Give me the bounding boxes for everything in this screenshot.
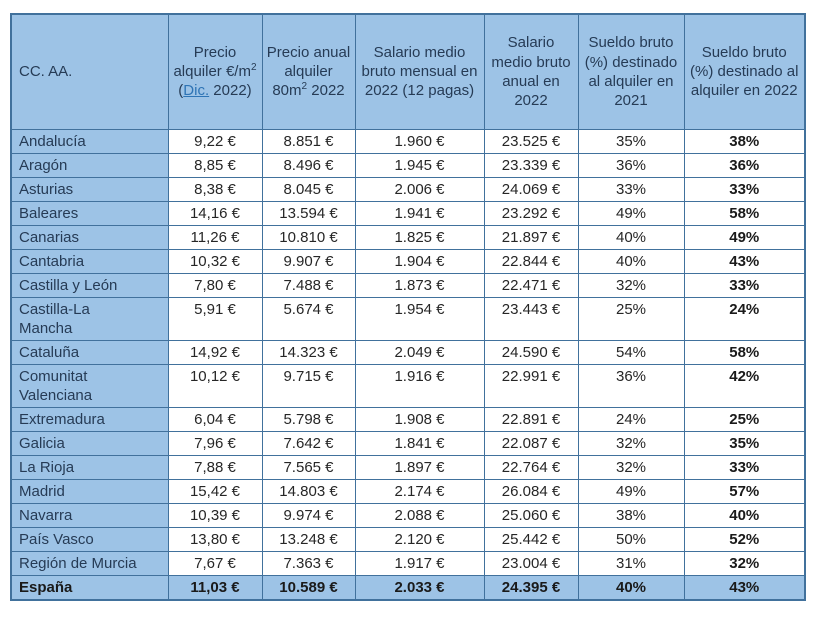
value-cell: 8.851 € xyxy=(262,129,355,153)
value-cell: 7.363 € xyxy=(262,551,355,575)
value-cell: 11,26 € xyxy=(168,225,262,249)
value-cell: 5.798 € xyxy=(262,407,355,431)
value-cell: 38% xyxy=(578,503,684,527)
value-cell: 23.443 € xyxy=(484,297,578,340)
value-cell: 25.442 € xyxy=(484,527,578,551)
value-cell: 24% xyxy=(684,297,805,340)
value-cell: 2.049 € xyxy=(355,340,484,364)
column-header-precio_alquiler_m2: Precio alquiler $€/m^2$ (Dic. 2022) xyxy=(168,14,262,129)
value-cell: 10,32 € xyxy=(168,249,262,273)
value-cell: 40% xyxy=(684,503,805,527)
value-cell: 54% xyxy=(578,340,684,364)
region-cell: Cantabria xyxy=(11,249,168,273)
value-cell: 32% xyxy=(578,455,684,479)
superscript: 2 xyxy=(301,81,308,93)
value-cell: 22.991 € xyxy=(484,364,578,407)
value-cell: 24% xyxy=(578,407,684,431)
value-cell: 22.844 € xyxy=(484,249,578,273)
table-row xyxy=(11,407,805,431)
table-row xyxy=(11,177,805,201)
value-cell: 40% xyxy=(578,225,684,249)
region-cell: Navarra xyxy=(11,503,168,527)
table-row xyxy=(11,479,805,503)
region-cell: País Vasco xyxy=(11,527,168,551)
value-cell: 8,38 € xyxy=(168,177,262,201)
value-cell: 23.004 € xyxy=(484,551,578,575)
value-cell: 23.339 € xyxy=(484,153,578,177)
region-cell: Andalucía xyxy=(11,129,168,153)
region-cell-total: España xyxy=(11,575,168,600)
value-cell: 9.974 € xyxy=(262,503,355,527)
value-cell: 49% xyxy=(684,225,805,249)
value-cell: 1.960 € xyxy=(355,129,484,153)
region-cell: Cataluña xyxy=(11,340,168,364)
table-row xyxy=(11,431,805,455)
value-cell: 32% xyxy=(578,273,684,297)
value-cell: 22.087 € xyxy=(484,431,578,455)
value-cell: 43% xyxy=(684,575,805,600)
table-row xyxy=(11,455,805,479)
table-row xyxy=(11,340,805,364)
table-body xyxy=(11,129,805,600)
value-cell: 23.292 € xyxy=(484,201,578,225)
table-row xyxy=(11,551,805,575)
value-cell: 15,42 € xyxy=(168,479,262,503)
value-cell: 7,80 € xyxy=(168,273,262,297)
region-cell: Baleares xyxy=(11,201,168,225)
value-cell: 24.069 € xyxy=(484,177,578,201)
value-cell: 22.764 € xyxy=(484,455,578,479)
value-cell: 1.897 € xyxy=(355,455,484,479)
value-cell: 13,80 € xyxy=(168,527,262,551)
value-cell: 10,39 € xyxy=(168,503,262,527)
region-cell: Asturias xyxy=(11,177,168,201)
column-header-cc_aa: CC. AA. xyxy=(11,14,168,129)
value-cell: 25% xyxy=(578,297,684,340)
table-row xyxy=(11,503,805,527)
value-cell: 8.496 € xyxy=(262,153,355,177)
table-row xyxy=(11,364,805,407)
value-cell: 33% xyxy=(684,455,805,479)
value-cell: 2.088 € xyxy=(355,503,484,527)
value-cell: 58% xyxy=(684,201,805,225)
value-cell: 23.525 € xyxy=(484,129,578,153)
value-cell: 1.917 € xyxy=(355,551,484,575)
column-header-precio_anual_alquiler_80m2: Precio anual alquiler $80m^2$ 2022 xyxy=(262,14,355,129)
value-cell: 14,16 € xyxy=(168,201,262,225)
value-cell: 6,04 € xyxy=(168,407,262,431)
value-cell: 2.033 € xyxy=(355,575,484,600)
column-header-sueldo_bruto_pct_2022: Sueldo bruto (%) destinado al alquiler en 2022 xyxy=(684,14,805,129)
value-cell: 33% xyxy=(684,177,805,201)
value-cell: 13.594 € xyxy=(262,201,355,225)
value-cell: 33% xyxy=(578,177,684,201)
rent-affordability-table xyxy=(10,13,806,601)
region-cell: Madrid xyxy=(11,479,168,503)
column-header-salario_medio_bruto_mensual: Salario medio bruto mensual en 2022 (12 pagas) xyxy=(355,14,484,129)
region-cell: La Rioja xyxy=(11,455,168,479)
column-header-sueldo_bruto_pct_2021: Sueldo bruto (%) destinado al alquiler en 2021 xyxy=(578,14,684,129)
value-cell: 1.873 € xyxy=(355,273,484,297)
value-cell: 32% xyxy=(578,431,684,455)
region-cell: Canarias xyxy=(11,225,168,249)
value-cell: 7,96 € xyxy=(168,431,262,455)
column-header-salario_medio_bruto_anual: Salario medio bruto anual en 2022 xyxy=(484,14,578,129)
header-row xyxy=(11,14,805,129)
value-cell: 1.916 € xyxy=(355,364,484,407)
value-cell: 22.891 € xyxy=(484,407,578,431)
value-cell: 24.395 € xyxy=(484,575,578,600)
value-cell: 14.323 € xyxy=(262,340,355,364)
value-cell: 14,92 € xyxy=(168,340,262,364)
value-cell: 58% xyxy=(684,340,805,364)
superscript: 2 xyxy=(250,62,257,74)
value-cell: 57% xyxy=(684,479,805,503)
value-cell: 43% xyxy=(684,249,805,273)
value-cell: 13.248 € xyxy=(262,527,355,551)
region-cell: Galicia xyxy=(11,431,168,455)
value-cell: 7.565 € xyxy=(262,455,355,479)
value-cell: 36% xyxy=(578,153,684,177)
value-cell: 25.060 € xyxy=(484,503,578,527)
value-cell: 1.945 € xyxy=(355,153,484,177)
value-cell: 10.810 € xyxy=(262,225,355,249)
value-cell: 49% xyxy=(578,201,684,225)
value-cell: 32% xyxy=(684,551,805,575)
value-cell: 52% xyxy=(684,527,805,551)
value-cell: 35% xyxy=(578,129,684,153)
value-cell: 42% xyxy=(684,364,805,407)
table-row xyxy=(11,527,805,551)
value-cell: 1.954 € xyxy=(355,297,484,340)
value-cell: 1.825 € xyxy=(355,225,484,249)
value-cell: 9.715 € xyxy=(262,364,355,407)
value-cell: 26.084 € xyxy=(484,479,578,503)
value-cell: 9.907 € xyxy=(262,249,355,273)
value-cell: 36% xyxy=(578,364,684,407)
value-cell: 14.803 € xyxy=(262,479,355,503)
value-cell: 40% xyxy=(578,575,684,600)
value-cell: 10,12 € xyxy=(168,364,262,407)
dic-2022-link[interactable]: Dic. xyxy=(183,82,210,100)
value-cell: 21.897 € xyxy=(484,225,578,249)
value-cell: 36% xyxy=(684,153,805,177)
value-cell: 5.674 € xyxy=(262,297,355,340)
value-cell: 8.045 € xyxy=(262,177,355,201)
value-cell: 11,03 € xyxy=(168,575,262,600)
value-cell: 9,22 € xyxy=(168,129,262,153)
value-cell: 25% xyxy=(684,407,805,431)
value-cell: 49% xyxy=(578,479,684,503)
value-cell: 31% xyxy=(578,551,684,575)
value-cell: 7,88 € xyxy=(168,455,262,479)
value-cell: 35% xyxy=(684,431,805,455)
value-cell: 7.642 € xyxy=(262,431,355,455)
value-cell: 10.589 € xyxy=(262,575,355,600)
table-row xyxy=(11,153,805,177)
value-cell: 2.120 € xyxy=(355,527,484,551)
table-row xyxy=(11,129,805,153)
value-cell: 24.590 € xyxy=(484,340,578,364)
region-cell: Comunitat Valenciana xyxy=(11,364,168,407)
value-cell: 40% xyxy=(578,249,684,273)
value-cell: 7,67 € xyxy=(168,551,262,575)
table-row xyxy=(11,273,805,297)
value-cell: 2.006 € xyxy=(355,177,484,201)
value-cell: 38% xyxy=(684,129,805,153)
value-cell: 1.841 € xyxy=(355,431,484,455)
table-row xyxy=(11,201,805,225)
region-cell: Castilla-La Mancha xyxy=(11,297,168,340)
value-cell: 7.488 € xyxy=(262,273,355,297)
table-row xyxy=(11,249,805,273)
table-header xyxy=(11,14,805,129)
total-row xyxy=(11,575,805,600)
region-cell: Región de Murcia xyxy=(11,551,168,575)
region-cell: Aragón xyxy=(11,153,168,177)
region-cell: Castilla y León xyxy=(11,273,168,297)
value-cell: 50% xyxy=(578,527,684,551)
value-cell: 1.941 € xyxy=(355,201,484,225)
value-cell: 33% xyxy=(684,273,805,297)
table-row xyxy=(11,297,805,340)
value-cell: 1.904 € xyxy=(355,249,484,273)
value-cell: 1.908 € xyxy=(355,407,484,431)
value-cell: 8,85 € xyxy=(168,153,262,177)
value-cell: 22.471 € xyxy=(484,273,578,297)
value-cell: 5,91 € xyxy=(168,297,262,340)
region-cell: Extremadura xyxy=(11,407,168,431)
value-cell: 2.174 € xyxy=(355,479,484,503)
table-row xyxy=(11,225,805,249)
